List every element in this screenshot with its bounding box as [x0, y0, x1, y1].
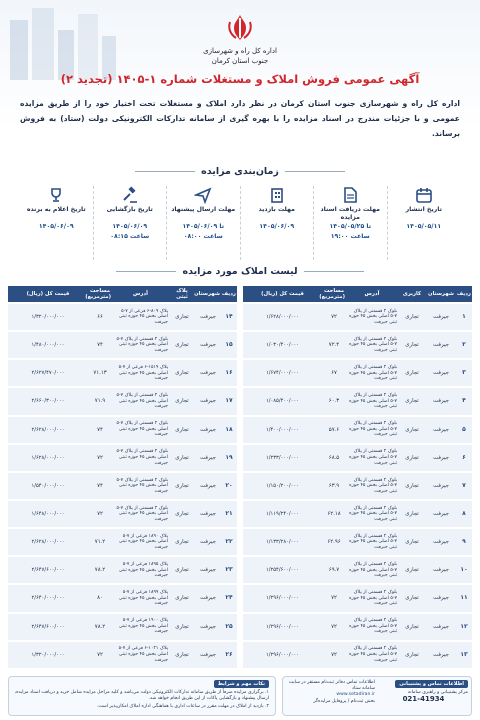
cell-area: ۷۲.۴ [322, 332, 346, 358]
schedule-item-value: ۱۴۰۵/۰۵/۲۵ تا [329, 223, 372, 230]
table-row [8, 332, 237, 358]
cell-price: ۲/۶۲۸/۰۰۰/۰۰۰ [8, 417, 88, 443]
schedule-timeline [20, 186, 460, 260]
cell-area: ۶۰.۳ [322, 388, 346, 414]
cell-area: ۷۲ [88, 642, 112, 668]
cell-city: جیرفت [195, 529, 221, 555]
table-row [8, 614, 237, 640]
table-row [8, 585, 237, 611]
header [0, 6, 480, 70]
cell-use: تجاری [398, 614, 426, 640]
table-row [243, 529, 472, 555]
cell-city: جیرفت [426, 501, 456, 527]
cell-city: جیرفت [426, 388, 456, 414]
property-table-left [8, 284, 237, 670]
table-row [8, 417, 237, 443]
page-title: آگهی عمومی فروش املاک و مستغلات شماره ۱-۱۴۰۵ (تجدید ۲) [60, 72, 420, 86]
cell-city: جیرفت [195, 304, 221, 330]
cell-price: ۱/۰۳۰/۴۰۰/۰۰۰ [243, 332, 322, 358]
cell-price: ۱/۲۹۶/۰۰۰/۰۰۰ [243, 614, 322, 640]
cell-row: ۶ [456, 445, 472, 471]
table-row [8, 388, 237, 414]
cell-price: ۱/۶۴۸/۰۰۰/۰۰۰ [8, 501, 88, 527]
contact-box [282, 676, 472, 716]
table-row [243, 642, 472, 668]
cell-area: ۷۸.۲ [88, 614, 112, 640]
cell-use: تجاری [169, 417, 195, 443]
list-title [0, 266, 480, 277]
table-row [243, 585, 472, 611]
schedule-item [166, 186, 240, 260]
cell-city: جیرفت [195, 332, 221, 358]
schedule-item-value: ۱۴۰۵/۰۶/۰۹ [112, 223, 148, 230]
table-row [243, 360, 472, 386]
cell-city: جیرفت [426, 614, 456, 640]
col-address: آدرس [346, 286, 398, 302]
table-row [243, 614, 472, 640]
cell-address: بلوک ۲ قسمتی از پلاک ۷-۵ اصلی بخش ۴۵ حوزه ثبتی جیرفت [112, 501, 169, 527]
note-item: ۲. بازدید از املاک در مهلت مقرر در ساعات اداری با هماهنگی اداره املاک امکان‌پذیر است. [96, 703, 269, 709]
cell-address: بلوک ۲ قسمتی از پلاک ۷-۵ اصلی بخش ۴۵ حوزه ثبتی جیرفت [346, 304, 398, 330]
cell-row: ۱۲ [456, 614, 472, 640]
cell-address: پلاک ۱۹۰۰ فرعی از ۷-۵ اصلی بخش ۴۵ حوزه ثبتی جیرفت [112, 614, 169, 640]
cell-city: جیرفت [426, 445, 456, 471]
col-row: ردیف [221, 286, 237, 302]
cell-use: تجاری [398, 388, 426, 414]
footer [8, 676, 472, 716]
cell-price: ۲/۶۶۰/۳۰۰/۰۰۰ [8, 388, 88, 414]
support-phone[interactable]: 021-41934 [402, 695, 445, 704]
cell-address: پلاک ۱۸۹۰ فرعی از ۷-۵ اصلی بخش ۴۵ حوزه ثبتی جیرفت [112, 529, 169, 555]
cell-city: جیرفت [195, 557, 221, 583]
org-line-1: اداره کل راه و شهرسازی [203, 47, 277, 55]
cell-use: تجاری [169, 614, 195, 640]
cell-city: جیرفت [426, 332, 456, 358]
col-area: مساحت (مترمربع) [85, 288, 111, 300]
cell-use: تجاری [398, 304, 426, 330]
table-row [8, 473, 237, 499]
cell-area: ۶۲.۱۸ [322, 501, 346, 527]
cell-area: ۷۴ [88, 417, 112, 443]
cell-address: بلوک ۲ قسمتی از پلاک ۷-۵ اصلی بخش ۴۵ حوزه ثبتی جیرفت [346, 501, 398, 527]
cell-use: تجاری [398, 473, 426, 499]
org-line-2: جنوب استان کرمان [211, 57, 269, 65]
schedule-item-label: مهلت ارسال پیشنهاد [171, 206, 236, 213]
col-use: کاربری [398, 286, 426, 302]
cell-row: ۹ [456, 529, 472, 555]
cell-city: جیرفت [426, 557, 456, 583]
col-area: مساحت (مترمربع) [319, 288, 345, 300]
cell-address: پلاک ۱۸۹۵ فرعی از ۷-۵ اصلی بخش ۴۵ حوزه ثبتی جیرفت [112, 557, 169, 583]
cell-row: ۲۰ [221, 473, 237, 499]
table-row [8, 642, 237, 668]
cell-area: ۵۷.۶ [322, 417, 346, 443]
trophy-icon [47, 186, 65, 204]
schedule-item-label: تاریخ بازگشایی [106, 206, 153, 213]
cell-row: ۲۲ [221, 529, 237, 555]
cell-address: بلوک ۲ قسمتی از پلاک ۷-۵ اصلی بخش ۴۵ حوزه ثبتی جیرفت [346, 332, 398, 358]
col-row: ردیف [456, 286, 472, 302]
cell-use: تجاری [398, 642, 426, 668]
cell-city: جیرفت [426, 642, 456, 668]
table-header-row [8, 286, 237, 302]
cell-address: پلاک ۸۰۹-۶ فرعی از ۷-۵ اصلی بخش ۴۵ حوزه ثبتی جیرفت [112, 304, 169, 330]
table-row [243, 388, 472, 414]
cell-use: تجاری [169, 445, 195, 471]
property-tables [8, 284, 472, 670]
schedule-item-value-2: ساعت ۰۸:۱۵ [110, 233, 150, 240]
cell-area: ۷۱.۱۳ [88, 360, 112, 386]
cell-address: بلوک ۲ قسمتی از پلاک ۷-۵ اصلی بخش ۴۵ حوزه ثبتی جیرفت [346, 360, 398, 386]
cell-area: ۶۳.۹ [322, 473, 346, 499]
schedule-item-label: تاریخ انتشار [405, 206, 442, 213]
cell-row: ۸ [456, 501, 472, 527]
cell-use: تجاری [169, 388, 195, 414]
cell-use: تجاری [398, 501, 426, 527]
cell-price: ۱/۰۸۵/۴۰۰/۰۰۰ [243, 388, 322, 414]
cell-price: ۱/۵۴۰/۰۰۰/۰۰۰ [8, 473, 88, 499]
contact-title: اطلاعات تماس و پشتیبانی [395, 680, 468, 688]
cell-area: ۸۰ [88, 585, 112, 611]
iran-emblem-icon [224, 12, 256, 44]
cell-price: ۱/۲۵۴/۶۰۰/۰۰۰ [243, 557, 322, 583]
contact-line-2: اطلاعات تماس دفاتر ثبت‌نام مستقر در سایت سامانه ستاد [288, 680, 375, 692]
cell-price: ۱/۶۲۸/۰۰۰/۰۰۰ [243, 304, 322, 330]
cell-address: پلاک ۱۰۲۱-۶ فرعی از ۷-۵ اصلی بخش ۴۵ حوزه ثبتی جیرفت [112, 642, 169, 668]
cell-use: تجاری [169, 332, 195, 358]
cell-row: ۲۵ [221, 614, 237, 640]
notes-title: نکات مهم و شرایط [214, 680, 269, 688]
cell-city: جیرفت [195, 445, 221, 471]
cell-area: ۷۸.۲ [88, 557, 112, 583]
cell-use: تجاری [169, 529, 195, 555]
schedule-title-text: زمان‌بندی مزایده [201, 166, 279, 177]
cell-use: تجاری [398, 585, 426, 611]
cell-use: تجاری [169, 585, 195, 611]
cell-price: ۱/۲۹۶/۰۰۰/۰۰۰ [243, 642, 322, 668]
table-row [243, 501, 472, 527]
intro-paragraph: اداره کل راه و شهرسازی جنوب استان کرمان در نظر دارد املاک و مستغلات تحت اختیار خود را از طریق مزایده عمومی و با جزئیات مندرج در اسناد مزایده را با بهره گیری از سامانه تدارکات الکترونیکی دولت (ستاد) به فروش برساند. [20, 99, 460, 138]
cell-row: ۱۱ [456, 585, 472, 611]
cell-use: تجاری [169, 501, 195, 527]
cell-address: بلوک ۲ قسمتی از پلاک ۷-۵ اصلی بخش ۴۵ حوزه ثبتی جیرفت [346, 642, 398, 668]
cell-city: جیرفت [426, 360, 456, 386]
cell-city: جیرفت [426, 585, 456, 611]
cell-use: تجاری [398, 529, 426, 555]
cell-address: بلوک ۲ قسمتی از پلاک ۷-۵ اصلی بخش ۴۵ حوزه ثبتی جیرفت [112, 417, 169, 443]
cell-area: ۶۷ [322, 360, 346, 386]
schedule-item-value: ۱۴۰۵/۰۶/۰۹ [259, 223, 295, 230]
schedule-item [313, 186, 387, 260]
schedule-title [0, 166, 480, 177]
cell-area: ۶۸.۵ [322, 445, 346, 471]
table-row [8, 501, 237, 527]
cell-area: ۷۲ [322, 642, 346, 668]
send-icon [194, 186, 212, 204]
schedule-item [93, 186, 167, 260]
cell-city: جیرفت [195, 501, 221, 527]
cell-area: ۷۲ [88, 445, 112, 471]
cell-area: ۷۲ [322, 614, 346, 640]
table-row [243, 417, 472, 443]
table-row [243, 304, 472, 330]
cell-city: جیرفت [195, 642, 221, 668]
cell-row: ۱۴ [221, 304, 237, 330]
cell-price: ۱/۶۲۸/۰۰۰/۰۰۰ [8, 445, 88, 471]
schedule-item [387, 186, 461, 260]
cell-area: ۷۱.۹ [88, 388, 112, 414]
cell-address: بلوک ۲ قسمتی از پلاک ۷-۵ اصلی بخش ۴۵ حوزه ثبتی جیرفت [346, 445, 398, 471]
cell-address: بلوک ۲ قسمتی از پلاک ۷-۵ اصلی بخش ۴۵ حوزه ثبتی جیرفت [112, 332, 169, 358]
cell-city: جیرفت [195, 585, 221, 611]
cell-use: تجاری [169, 473, 195, 499]
cell-address: بلوک ۲ قسمتی از پلاک ۷-۵ اصلی بخش ۴۵ حوزه ثبتی جیرفت [346, 614, 398, 640]
schedule-item-value: ۱۴۰۵/۰۵/۱۱ [406, 223, 442, 230]
table-row [8, 304, 237, 330]
cell-address: بلوک ۲ قسمتی از پلاک ۷-۵ اصلی بخش ۴۵ حوزه ثبتی جیرفت [346, 473, 398, 499]
col-city: شهرستان [426, 286, 456, 302]
table-row [243, 332, 472, 358]
cell-area: ۶۲.۹۶ [322, 529, 346, 555]
cell-price: ۲/۶۴۰/۰۰۰/۰۰۰ [8, 585, 88, 611]
table-header-row [243, 286, 472, 302]
cell-price: ۱/۲۹۶/۰۰۰/۰۰۰ [243, 585, 322, 611]
cell-row: ۲۳ [221, 557, 237, 583]
table-row [8, 529, 237, 555]
cell-city: جیرفت [426, 529, 456, 555]
cell-area: ۶۹.۷ [322, 557, 346, 583]
schedule-item-value-2: ساعت ۱۹:۰۰ [330, 233, 370, 240]
cell-use: تجاری [398, 445, 426, 471]
cell-price: ۱/۴۸۰/۰۰۰/۰۰۰ [8, 332, 88, 358]
cell-row: ۱۳ [456, 642, 472, 668]
cell-address: بلوک ۲ قسمتی از پلاک ۷-۵ اصلی بخش ۴۵ حوزه ثبتی جیرفت [346, 388, 398, 414]
note-item: ۱. برگزاری مزایده صرفاً از طریق سامانه تدارکات الکترونیکی دولت می‌باشد و کلیه مراحل مزایده شامل خرید و دریافت اسناد مزایده، ارسال پیشنهاد و بازگشایی پاکات از این طریق انجام خواهد شد. [14, 690, 269, 702]
cell-price: ۲/۶۴۷/۶۰۰/۰۰۰ [8, 614, 88, 640]
cell-price: ۲/۶۲۸/۰۰۰/۰۰۰ [8, 529, 88, 555]
cell-address: بلوک ۲ قسمتی از پلاک ۷-۵ اصلی بخش ۴۵ حوزه ثبتی جیرفت [346, 585, 398, 611]
schedule-item-label: مهلت بازدید [258, 206, 295, 213]
calendar-icon [415, 186, 433, 204]
col-address: آدرس [112, 286, 169, 302]
cell-row: ۴ [456, 388, 472, 414]
cell-price: ۱/۱۱۹/۲۴۰/۰۰۰ [243, 501, 322, 527]
cell-price: ۱/۳۲۰/۰۰۰/۰۰۰ [8, 642, 88, 668]
cell-use: تجاری [169, 557, 195, 583]
contact-line-3: بخش ثبت‌نام / پروفایل مزایده‌گر [313, 698, 375, 704]
contact-line-1: مرکز پشتیبانی و راهبری سامانه [407, 690, 468, 696]
schedule-item-value: ۱۴۰۵/۰۶/۰۹ [38, 223, 74, 230]
notes-box [8, 676, 276, 716]
cell-area: ۷۱.۲ [88, 529, 112, 555]
schedule-item [240, 186, 314, 260]
cell-use: تجاری [398, 557, 426, 583]
cell-row: ۵ [456, 417, 472, 443]
cell-price: ۱/۴۰۰/۰۰۰/۰۰۰ [243, 417, 322, 443]
cell-area: ۷۴ [88, 332, 112, 358]
property-table-right [243, 284, 472, 670]
cell-price: ۱/۱۳۳/۲۸۰/۰۰۰ [243, 529, 322, 555]
cell-address: بلوک ۲ قسمتی از پلاک ۷-۵ اصلی بخش ۴۵ حوزه ثبتی جیرفت [112, 473, 169, 499]
cell-row: ۱۸ [221, 417, 237, 443]
cell-address: پلاک ۱۸۹۹ فرعی از ۷-۵ اصلی بخش ۴۵ حوزه ثبتی جیرفت [112, 585, 169, 611]
cell-price: ۲/۶۲۷/۴۷۰/۰۰۰ [8, 360, 88, 386]
col-plate: پلاک ثبتی [169, 286, 195, 302]
cell-area: ۷۲ [322, 585, 346, 611]
cell-price: ۱/۶۷۴/۰۰۰/۰۰۰ [243, 360, 322, 386]
table-row [243, 557, 472, 583]
table-row [8, 557, 237, 583]
cell-price: ۱/۳۲۰/۰۰۰/۰۰۰ [8, 304, 88, 330]
cell-row: ۲۱ [221, 501, 237, 527]
cell-use: تجاری [169, 304, 195, 330]
cell-address: بلوک ۲ قسمتی از پلاک ۷-۵ اصلی بخش ۴۵ حوزه ثبتی جیرفت [346, 529, 398, 555]
table-row [243, 445, 472, 471]
cell-row: ۱۹ [221, 445, 237, 471]
cell-city: جیرفت [195, 388, 221, 414]
cell-address: بلوک ۲ قسمتی از پلاک ۷-۵ اصلی بخش ۴۵ حوزه ثبتی جیرفت [346, 417, 398, 443]
gavel-icon [121, 186, 139, 204]
cell-address: بلوک ۲ قسمتی از پلاک ۷-۵ اصلی بخش ۴۵ حوزه ثبتی جیرفت [112, 388, 169, 414]
cell-city: جیرفت [195, 614, 221, 640]
col-price: قیمت کل (ریال) [243, 286, 322, 302]
table-row [243, 473, 472, 499]
cell-row: ۲۶ [221, 642, 237, 668]
cell-address: بلوک ۲ قسمتی از پلاک ۷-۵ اصلی بخش ۴۵ حوزه ثبتی جیرفت [112, 445, 169, 471]
contact-site[interactable]: www.setadiran.ir [336, 692, 375, 698]
schedule-item [20, 186, 93, 260]
schedule-item-value: تا ۱۴۰۵/۰۶/۰۹ [182, 223, 225, 230]
cell-city: جیرفت [195, 417, 221, 443]
cell-area: ۷۲ [88, 501, 112, 527]
cell-row: ۱۷ [221, 388, 237, 414]
list-title-text: لیست املاک مورد مزایده [182, 266, 298, 277]
cell-city: جیرفت [195, 473, 221, 499]
cell-price: ۱/۱۵۰/۲۰۰/۰۰۰ [243, 473, 322, 499]
cell-row: ۲۴ [221, 585, 237, 611]
cell-city: جیرفت [426, 304, 456, 330]
cell-use: تجاری [398, 332, 426, 358]
cell-city: جیرفت [426, 473, 456, 499]
cell-area: ۶۶ [88, 304, 112, 330]
document-icon [341, 186, 359, 204]
cell-address: پلاک ۱۵۱۹-۶ فرعی از ۷-۵ اصلی بخش ۴۵ حوزه ثبتی جیرفت [112, 360, 169, 386]
cell-price: ۱/۲۳۳/۰۰۰/۰۰۰ [243, 445, 322, 471]
cell-row: ۷ [456, 473, 472, 499]
cell-address: بلوک ۲ قسمتی از پلاک ۷-۵ اصلی بخش ۴۵ حوزه ثبتی جیرفت [346, 557, 398, 583]
table-row [8, 360, 237, 386]
organization-name [140, 46, 340, 66]
schedule-item-label: مهلت دریافت اسناد مزایده [320, 206, 380, 221]
cell-use: تجاری [398, 360, 426, 386]
cell-city: جیرفت [426, 417, 456, 443]
cell-use: تجاری [169, 360, 195, 386]
cell-row: ۱۰ [456, 557, 472, 583]
cell-price: ۲/۶۴۷/۶۰۰/۰۰۰ [8, 557, 88, 583]
cell-area: ۷۲ [322, 304, 346, 330]
cell-row: ۳ [456, 360, 472, 386]
cell-row: ۱ [456, 304, 472, 330]
cell-use: تجاری [169, 642, 195, 668]
cell-city: جیرفت [195, 360, 221, 386]
schedule-item-value-2: ساعت ۰۸:۰۰ [183, 233, 223, 240]
cell-row: ۱۶ [221, 360, 237, 386]
col-price: قیمت کل (ریال) [8, 286, 88, 302]
cell-area: ۷۴ [88, 473, 112, 499]
cell-row: ۱۵ [221, 332, 237, 358]
cell-row: ۲ [456, 332, 472, 358]
col-city: شهرستان [195, 286, 221, 302]
building-icon [268, 186, 286, 204]
cell-use: تجاری [398, 417, 426, 443]
table-row [8, 445, 237, 471]
schedule-item-label: تاریخ اعلام به برنده [26, 206, 86, 213]
